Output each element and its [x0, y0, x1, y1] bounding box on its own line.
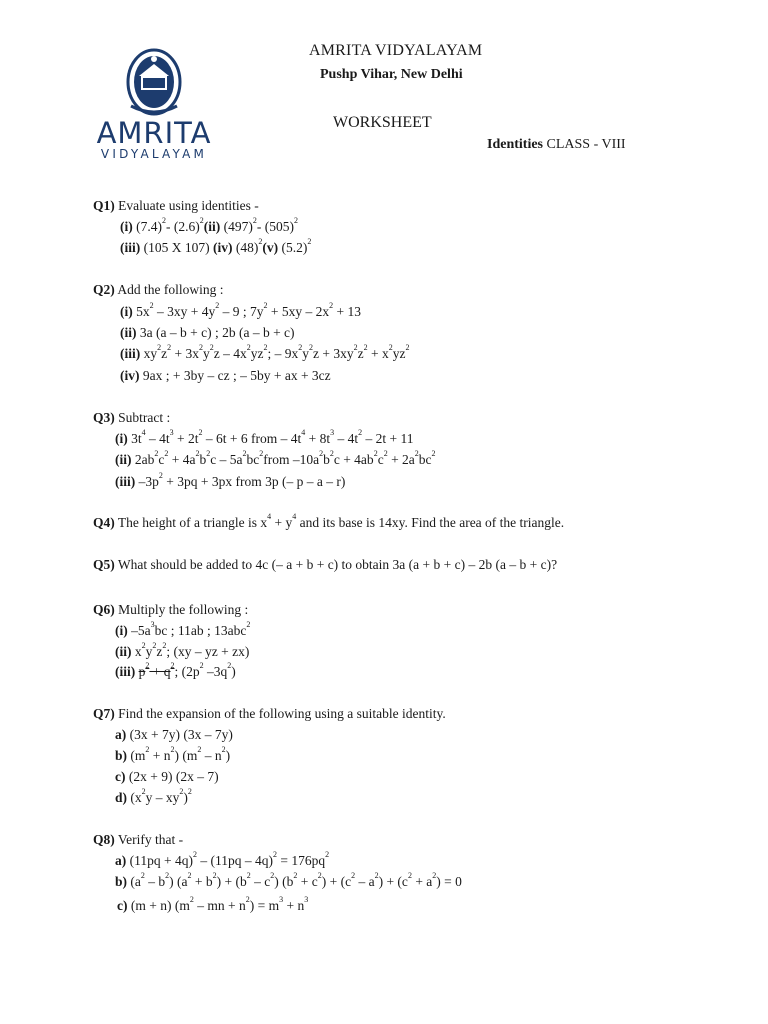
logo-text-vidyalayam: VIDYALAYAM: [100, 147, 208, 161]
logo-text-amrita: AMRITA: [96, 116, 212, 150]
q6-line-3: (iii) $p^2 + q^2$; ($2p^2$ $-3q^2$): [115, 661, 236, 679]
q2-line-1: (i) $5x^2 - 3xy + 4y^2 - 9$ ; $7y^2 + 5xy - 2x^2 + 13$: [120, 301, 362, 319]
topic: Identities: [487, 137, 543, 152]
q1-line-1: (i) $(7.4)^2-$ $(2.6)^2(ii)$ $(497)^2-$ $(505)^2$: [120, 216, 298, 234]
q7-heading: Q7) Find the expansion of the following using a suitable identity.: [93, 706, 446, 721]
q2-heading: Q2) Add the following :: [93, 282, 224, 297]
school-logo: [95, 46, 213, 162]
class-info: [487, 137, 626, 153]
q1-heading: Q1) Evaluate using identities -: [93, 198, 259, 213]
class-label: CLASS - VIII: [546, 137, 626, 152]
q7-line-c: c) (2x + 9) (2x – 7): [115, 769, 219, 784]
q2-line-3: (iii) $xy^2z^2 + 3x^2y^2z - 4x^2yz^2$; – $9x^2y^2z + 3xy^2z^2 + x^2yz^2$: [120, 343, 410, 361]
q8-line-b: b) $(a^2 - b^2) (a^2 + b^2) + (b^2 - c^2) (b^2 + c^2) + (c^2 - a^2) + (c^2 + a^2) = 0$: [115, 871, 462, 889]
q2-line-4: (iv) 9ax ; + 3by – cz ; – 5by + ax + 3cz: [120, 368, 331, 383]
q3-line-3: (iii) $-3p^2 + 3pq + 3px$ from 3p (– p – a – r): [115, 471, 346, 489]
q7-line-d: d) $(x^2y - xy^2)^2$: [115, 787, 192, 805]
school-address: Pushp Vihar, New Delhi: [320, 67, 463, 82]
q8-line-a: a) $(11pq + 4q)^2 - (11pq - 4q)^2 = 176pq^2$: [115, 850, 330, 868]
q2-line-2: (ii) 3a (a – b + c) ; 2b (a – b + c): [120, 325, 295, 340]
school-name: AMRITA VIDYALAYAM: [309, 42, 483, 59]
q3-heading: Q3) Subtract :: [93, 410, 171, 425]
q7-line-a: a) (3x + 7y) (3x – 7y): [115, 727, 233, 742]
q4-heading: Q4) The height of a triangle is $x^4 + y^4$ and its base is 14xy. Find the area of the triangle.: [93, 512, 565, 530]
q3-line-2: (ii) $2ab^2c^2 + 4a^2b^2c$ – $5a^2bc^2from$ $-10a^2b^2c + 4ab^2c^2 + 2a^2bc^2$: [115, 449, 436, 467]
q1-line-2: (iii) (105 X 107) (iv) $(48)^2(v)$ $(5.2)^2$: [120, 237, 312, 255]
q6-heading: Q6) Multiply the following :: [93, 602, 249, 617]
q8-line-c: c) (m + n) ($m^2$ – mn + $n^2) = m^3 + n^3$: [117, 895, 309, 913]
q8-heading: Q8) Verify that -: [93, 832, 184, 847]
q6-line-1: (i) $-5a^3bc$ ; 11ab ; 13abc$^2$: [115, 620, 251, 638]
q6-line-2: (ii) $x^2y^2z^2$; (xy – yz + zx): [115, 641, 250, 659]
q7-line-b: b) $(m^2 + n^2)$ $(m^2 - n^2)$: [115, 745, 231, 763]
worksheet-title: WORKSHEET: [333, 114, 432, 131]
school-emblem-icon: [95, 46, 213, 116]
q3-line-1: (i) $3t^4 - 4t^3 + 2t^2 - 6t + 6$ from – $4t^4 + 8t^3 - 4t^2 - 2t + 11$: [115, 428, 414, 446]
q5-heading: Q5) What should be added to 4c (– a + b + c) to obtain 3a (a + b + c) – 2b (a – b + c)?: [93, 557, 558, 572]
